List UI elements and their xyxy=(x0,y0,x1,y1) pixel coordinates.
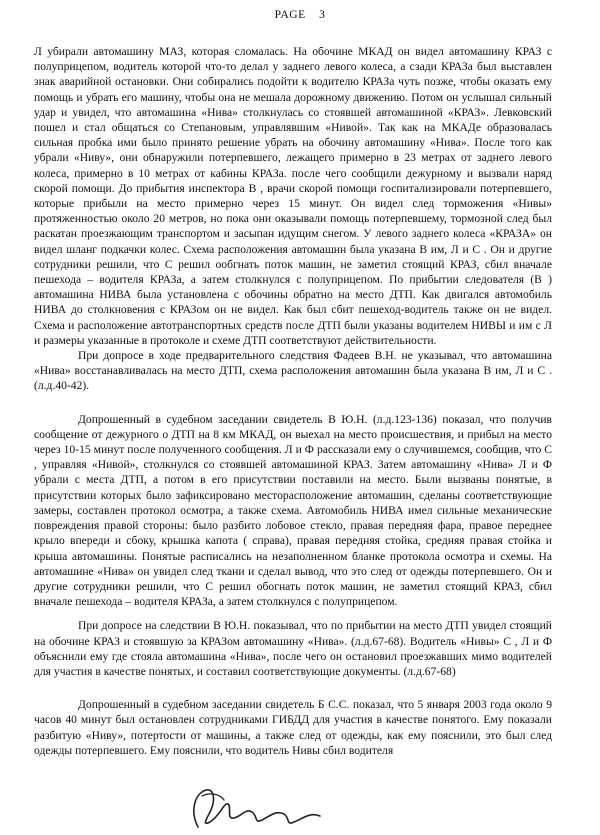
page-label: PAGE xyxy=(274,9,306,21)
paragraph-2: При допросе в ходе предварительного следствия Фадеев В.Н. не указывал, что автомашина «Нива» восстанавливалась на место ДТП, схема расположения автомашин была указана В им, Л и С . (л.д.40-42). xyxy=(34,349,552,393)
paragraph-5: Допрошенный в судебном заседании свидетель Б С.С. показал, что 5 января 2003 года около 9 часов 40 минут был остановлен сотрудниками ГИБДД для участия в качестве понятого. Ему показали разбитую «Ниву», потертости от машины, а также след от одежды, как ему пояснили, это был след одежды потерпевшего. Ему пояснили, что водитель Нивы сбил водителя xyxy=(34,698,552,757)
paragraph-1: Л убирали автомашину МАЗ, которая сломалась. На обочине МКАД он видел автомашину КРАЗ с полуприцепом, водитель которой что-то делал у заднего левого колеса, а сзади КРАЗа был выставлен знак аварийной остановки. Они собирались подойти к водителю КРАЗа чуть позже, чтобы оказать ему помощь и убрать его машину, чтобы она не мешала дорожному движению. Потом он услышал сильный удар и увидел, что автомашина «Нива» столкнулась со стоявшей автомашиной «КРАЗ». Левковский пошел и стал общаться со Степановым, управлявшим «Нивой». Так как на МКАДе образовалась сильная пробка ими было принято решение убрать на обочину автомашину «Нива». После того как убрали «Ниву», они обнаружили потерпевшего, лежащего примерно в 23 метрах от заднего левого колеса, примерно в 10 метрах от кабины КРАЗа. после чего сообщили дежурному и вызвали наряд скорой помощи. До прибытия инспектора В , врачи скорой помощи госпитализировали потерпевшего, которые прибыли на место примерно через 15 минут. Он видел след торможения «Нивы» протяженностью около 20 метров, но пока они оказывали помощь потерпевшему, тормозной след был раскатан проезжающим транспортом и засыпан идущим снегом. У левого заднего колеса «КРАЗА» он видел шланг подкачки колес. Схема расположения автомашин была указана В им, Л и С . Он и другие сотрудники решили, что С решил ообгнать поток машин, не заметил стоящий КРАЗ, сбил вначале пешехода – водителя КРАЗа, а затем столкнулся с полуприцепом. По прибытии следователя (В ) автомашина НИВА была установлена с обочины обратно на место ДТП. Как двигался автомобиль НИВА до столкновения с КРАЗом он не видел. Как был сбит пешеход-водитель также он не видел. Схема и расположение автотранспортных средств после ДТП были указаны водителем НИВЫ и им с Л и размеры указанные в протоколе и схеме ДТП соответствуют действительности. xyxy=(34,45,552,347)
paragraph-3: Допрошенный в судебном заседании свидетель В Ю.Н. (л.д.123-136) показал, что получив сообщение от дежурного о ДТП на 8 км МКАД, он выехал на место происшествия, и прибыл на место через 10-15 минут после полученного сообщения. Л и Ф рассказали ему о случившемся, сообщив, что С , управляя «Нивой», столкнулся со стоявшей автомашиной КРАЗ. Затем автомашину «Нива» Л и Ф убрали с места ДТП, а потом в его присутствии поставили на место. Были вызваны понятые, в присутствии которых было зафиксировано месторасположение автомашин, сделаны соответствующие замеры, составлен протокол осмотра, а также схема. Автомобиль НИВА имел сильные механические повреждения правой стороны: было разбито лобовое стекло, правая передняя фара, правое переднее крыло впереди и сбоку, крышка капота ( справа), правая передняя стойка, средняя правая стойка и крыша автомашины. Понятые расписались на незаполненном бланке протокола осмотра и схемы. На автомашине «Нива» он увидел след ткани и сделал вывод, что это след от одежды потерпевшего. Он и другие сотрудники решили, что С решил обогнать поток машин, не заметил стоящий КРАЗ, сбил вначале пешехода – водителя КРАЗа, а затем столкнулся с полуприцепом. xyxy=(34,412,552,609)
paragraph-4: При допросе на следствии В Ю.Н. показывал, что по прибытии на место ДТП увидел стоящий на обочине КРАЗ и стоявшую за КРАЗом автомашину «Нива». (л.д.67-68). Водитель «Нивы» С , Л и Ф объяснили ему где стояла автомашина «Нива», после чего он остановил проезжавших мимо водителей для участия в качестве понятых, и составил соответствующие документы. (л.д.67-68) xyxy=(34,619,552,678)
page-number: 3 xyxy=(319,9,326,21)
handwritten-signature-icon xyxy=(180,782,360,835)
page-header xyxy=(0,9,600,21)
document-body xyxy=(34,44,552,758)
